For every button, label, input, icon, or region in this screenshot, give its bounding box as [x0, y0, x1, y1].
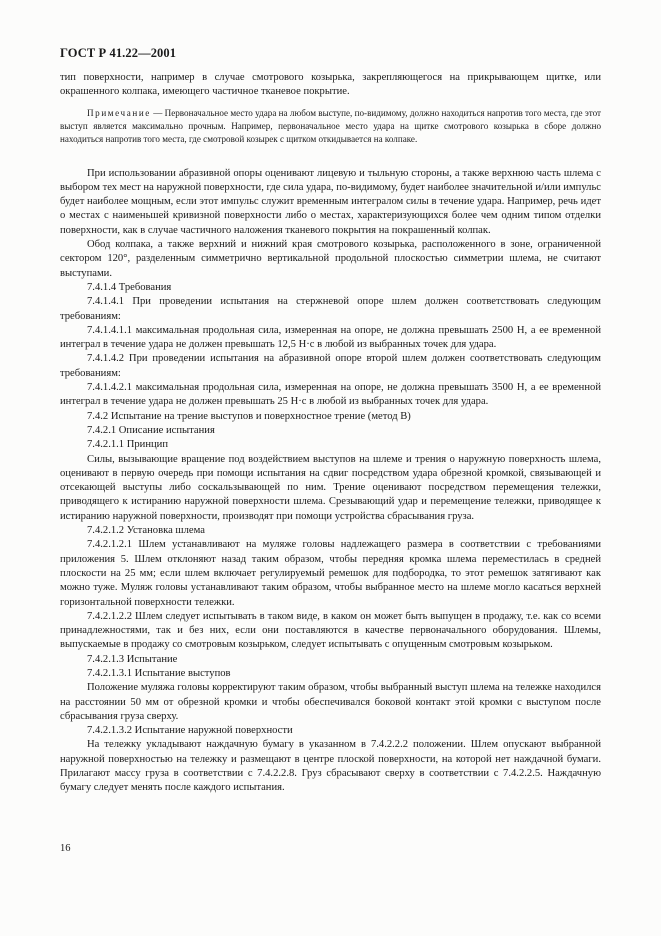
paragraph-continuation: тип поверхности, например в случае смотрового козырька, закрепляющегося на прикрывающем щитке, или окрашенного колпака, имеющего частичное тканевое покрытие. [60, 72, 601, 98]
section-heading-7-4-2-1-3-1: 7.4.2.1.3.1 Испытание выступов [87, 667, 231, 679]
clause-7-4-2-1-2-1: 7.4.2.1.2.1 Шлем устанавливают на муляже головы надлежащего размера в соответствии с требованиями приложения 5. Шлем отклоняют назад таким образом, чтобы передняя кромка шлема переместилась в средней плоскости на 25 мм; если шлем включает регулируемый ремешок для подбородка, то этот ремешок затягивают как можно туже. Муляж головы устанавливают таким образом, чтобы выбранное место на шлеме могло касаться верхней горизонтальной поверхности тележки. [60, 539, 601, 608]
document-header: ГОСТ Р 41.22—2001 [60, 46, 177, 60]
paragraph-principle: Силы, вызывающие вращение под воздействием выступов на шлеме и трения о наружную поверхность шлема, оценивают в первую очередь при помощи испытания на сдвиг посредством удара обрезной кромкой, связывающей и отсекающей выступы либо соскальзывающей по ним. Трение оценивают посредством перемещения тележки, приводящего к истиранию наружной поверхности шлема. Срезывающий удар и перемещение тележки, приводящее к истиранию наружной поверхности, производят при помощи устройства сбрасывания груза. [60, 453, 601, 522]
clause-7-4-2-1-2-2: 7.4.2.1.2.2 Шлем следует испытывать в таком виде, в каком он может быть выпущен в продажу, т.е. как со всеми принадлежностями, так и без них, если они поставляются в качестве первоначального оборудования. Шлемы, выпускаемые в продажу со смотровым козырьком, следует испытывать с опущенным смотровым козырьком. [60, 610, 601, 651]
page-number: 16 [60, 843, 71, 854]
clause-7-4-1-4-1: 7.4.1.4.1 При проведении испытания на стержневой опоре шлем должен соответствовать следующим требованиям: [60, 296, 601, 322]
note-label: Примечание [87, 107, 151, 118]
section-heading-7-4-2-1-3-2: 7.4.2.1.3.2 Испытание наружной поверхности [87, 725, 293, 737]
paragraph-surface-test: На тележку укладывают наждачную бумагу в указанном в 7.4.2.2.2 положении. Шлем опускают выбранной наружной поверхностью на тележку и размещают в центре плоской поверхности, на которой нет наждачной бумаги. Прилагают массу груза в соответствии с 7.4.2.2.8. Груз сбрасывают сверху в соответствии с 7.4.2.2.5. Наждачную бумагу следует менять после каждого испытания. [60, 739, 601, 794]
section-heading-7-4-1-4: 7.4.1.4 Требования [87, 281, 172, 293]
paragraph-shell-rim: Обод колпака, а также верхний и нижний края смотрового козырька, расположенного в зоне, ограниченной сектором 120°, разделенным симметрично вертикальной продольной плоскостью симметрии шлема, не считают выступами. [60, 239, 601, 279]
section-heading-7-4-2-1-3: 7.4.2.1.3 Испытание [87, 653, 178, 665]
section-heading-7-4-2: 7.4.2 Испытание на трение выступов и поверхностное трение (метод В) [87, 410, 411, 422]
paragraph-projection-test: Положение муляжа головы корректируют таким образом, чтобы выбранный выступ шлема на тележке находился на расстоянии 50 мм от обрезной кромки и чтобы обеспечивался боковой контакт этой кромки с выступом после сбрасывания груза сверху. [60, 682, 601, 722]
page-body [60, 71, 601, 796]
clause-7-4-1-4-2: 7.4.1.4.2 При проведении испытания на абразивной опоре второй шлем должен соответствовать следующим требованиям: [60, 353, 601, 379]
note-text: — Первоначальное место удара на любом выступе, по-видимому, должно находиться напротив того места, где этот выступ является максимально прочным. Например, первоначальное место удара на щитке смотрового козырька в сборе должно находиться напротив того места, где смотровой козырек с щитком откидывается на колпаке. [60, 107, 601, 144]
paragraph-abrasive-support: При использовании абразивной опоры оценивают лицевую и тыльную стороны, а также верхнюю часть шлема с выбором тех мест на наружной поверхности, где сила удара, по-видимому, будет наиболее значительной и/или импульс будет наиболее мощным, если этот импульс служит временным интегралом силы в течение удара. Например, речь идет о местах с наименьшей кривизной поверхности либо о местах, характеризующихся более чем одним типом отделки поверхности, как в случае частичного наложения тканевого покрытия на покрашенный колпак. [60, 167, 601, 236]
section-heading-7-4-2-1-2: 7.4.2.1.2 Установка шлема [87, 525, 205, 537]
note-block [60, 107, 601, 146]
clause-7-4-1-4-1-1: 7.4.1.4.1.1 максимальная продольная сила, измеренная на опоре, не должна превышать 2500 Н, а ее временной интеграл в течение удара не должен превышать 12,5 Н·с в любой из выбранных точек для удара. [60, 324, 601, 351]
section-heading-7-4-2-1: 7.4.2.1 Описание испытания [87, 424, 215, 436]
clause-7-4-1-4-2-1: 7.4.1.4.2.1 максимальная продольная сила, измеренная на опоре, не должна превышать 3500 Н, а ее временной интеграл в течение удара не должен превышать 25 Н·с в любой из выбранных точек для удара. [60, 382, 601, 408]
section-heading-7-4-2-1-1: 7.4.2.1.1 Принцип [87, 439, 169, 451]
